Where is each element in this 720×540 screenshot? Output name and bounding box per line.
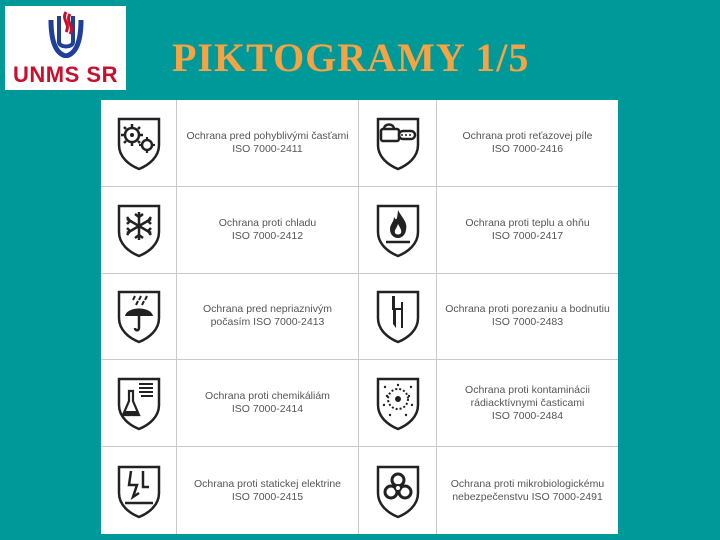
description-text: Ochrana proti teplu a ohňu ISO 7000-2417 <box>465 216 590 242</box>
pictogram-cell <box>101 360 177 447</box>
pictogram-cell <box>359 360 437 447</box>
pictogram-description <box>437 100 618 187</box>
static-electricity-icon <box>113 463 165 519</box>
description-text: Ochrana proti mikrobiologickému nebezpečenstvu ISO 7000-2491 <box>450 477 605 503</box>
logo-text: UNMS SR <box>13 62 118 87</box>
pictogram-cell <box>359 274 437 361</box>
snowflake-icon <box>113 202 165 258</box>
umbrella-rain-icon <box>113 288 165 344</box>
biohazard-icon <box>372 463 424 519</box>
pictogram-cell <box>101 447 177 534</box>
pictogram-description <box>437 274 618 361</box>
pictogram-description <box>177 447 359 534</box>
gears-icon <box>113 115 165 171</box>
pictogram-cell <box>359 187 437 274</box>
pictogram-cell <box>101 274 177 361</box>
description-text: Ochrana proti porezaniu a bodnutiu ISO 7000-2483 <box>445 303 610 329</box>
description-text: Ochrana proti chladu ISO 7000-2412 <box>218 216 317 242</box>
radioactive-particles-icon <box>372 375 424 431</box>
description-text: Ochrana proti chemikáliám ISO 7000-2414 <box>205 390 330 416</box>
pictogram-description <box>177 187 359 274</box>
pictogram-description <box>437 360 618 447</box>
pictogram-cell <box>359 100 437 187</box>
pictogram-description <box>177 100 359 187</box>
description-text: Ochrana proti reťazovej píle ISO 7000-2416 <box>462 129 593 155</box>
knife-cut-icon <box>372 288 424 344</box>
chemical-flask-icon <box>113 375 165 431</box>
flame-icon <box>372 202 424 258</box>
pictogram-sheet <box>101 100 618 534</box>
pictogram-cell <box>359 447 437 534</box>
description-text: Ochrana proti statickej elektrine ISO 7000-2415 <box>193 477 342 503</box>
description-text: Ochrana pred nepriaznivým počasím ISO 7000-2413 <box>203 303 332 329</box>
description-text: Ochrana proti kontaminácii rádiacktívnymi časticami ISO 7000-2484 <box>465 383 590 422</box>
slide-title: PIKTOGRAMY 1/5 <box>172 35 530 80</box>
chainsaw-icon <box>372 115 424 171</box>
description-text: Ochrana pred pohyblivými časťami ISO 7000-2411 <box>186 129 349 155</box>
pictogram-description <box>177 360 359 447</box>
pictogram-cell <box>101 100 177 187</box>
unms-logo <box>5 6 126 90</box>
pictogram-grid <box>101 100 618 534</box>
pictogram-description <box>437 187 618 274</box>
pictogram-cell <box>101 187 177 274</box>
unms-emblem-icon <box>43 10 89 58</box>
pictogram-description <box>177 274 359 361</box>
pictogram-description <box>437 447 618 534</box>
